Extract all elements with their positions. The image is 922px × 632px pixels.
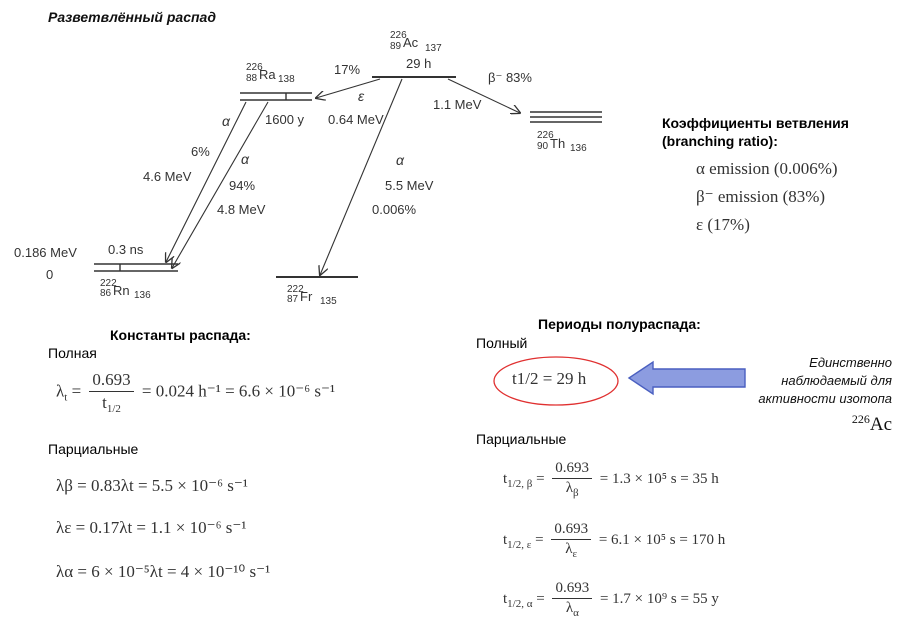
branching-item-alpha: α emission (0.006%): [696, 159, 838, 178]
ac-mass: 226: [390, 30, 407, 41]
alpha-ac-symbol: α: [396, 152, 404, 168]
decay-partial-beta: λβ = 0.83λt = 5.5 × 10⁻⁶ s⁻¹: [56, 476, 248, 495]
fr-label: [287, 284, 337, 307]
decay-total-den: $t_{1/2}$: [102, 393, 121, 415]
ac-symbol: Ac: [403, 35, 419, 50]
half-life-partial-alpha: $t_{1/2, \alpha}$ = $\frac{0.693}{\lambda_\alpha}$ = 1.7 × 10⁹ s = 55 y: [503, 580, 719, 619]
ec-percent: 17%: [334, 62, 361, 77]
alpha-ra-b-symbol: α: [241, 151, 249, 167]
ac-halflife: 29 h: [406, 56, 432, 71]
half-life-total-label: Полный: [476, 335, 528, 351]
alpha-ra-a-energy: 4.6 MeV: [143, 169, 192, 184]
ra-label: [246, 62, 305, 127]
decay-total-label: Полная: [48, 345, 97, 361]
fr-z: 87: [287, 294, 299, 305]
decay-total-lhs: λ: [56, 381, 65, 401]
decay-total-lhs-sub: t: [64, 391, 68, 404]
decay-partial-alpha: λα = 6 × 10⁻⁵λt = 4 × 10⁻¹⁰ s⁻¹: [56, 562, 271, 581]
alpha-ac-fr-arrow: [320, 79, 402, 275]
branching-heading-line2: (branching ratio):: [662, 133, 778, 149]
branching-item-beta: β⁻ emission (83%): [696, 187, 826, 206]
note-line-3: активности изотопа: [758, 391, 892, 406]
fr-mass: 222: [287, 284, 304, 295]
half-life-partial-beta: $t_{1/2, \beta}$ = $\frac{0.693}{\lambda_\beta}$ = 1.3 × 10⁵ s = 35 h: [503, 460, 719, 499]
ac-label: [390, 30, 442, 71]
note-line-1: Единственно: [809, 355, 892, 370]
ra-halflife: 1600 y: [265, 112, 305, 127]
rn-mass: 222: [100, 278, 117, 289]
decay-total-num: 0.693: [89, 370, 133, 392]
ec-energy: 0.64 MeV: [328, 112, 384, 127]
decay-partial-label: Парциальные: [48, 441, 139, 457]
th-n: 136: [570, 143, 587, 154]
th-mass: 226: [537, 130, 554, 141]
ac-z: 89: [390, 41, 402, 52]
alpha-ac-energy: 5.5 MeV: [385, 178, 434, 193]
decay-partial-ec: λε = 0.17λt = 1.1 × 10⁻⁶ s⁻¹: [56, 518, 247, 537]
pointer-arrow-icon: [629, 362, 745, 394]
ec-arrow: [316, 79, 380, 98]
ra-n: 138: [278, 74, 295, 85]
th-symbol: Th: [550, 136, 566, 151]
page-title: Разветвлённый распад: [48, 9, 216, 25]
half-life-partial-label: Парциальные: [476, 431, 567, 447]
ra-levels: [240, 93, 312, 100]
branching-heading-line1: Коэффициенты ветвления: [662, 115, 849, 131]
observable-note: [758, 354, 892, 434]
alpha-ra-b-energy: 4.8 MeV: [217, 202, 266, 217]
note-line-2: наблюдаемый для: [781, 373, 892, 388]
decay-constants-heading: Константы распада:: [110, 327, 251, 343]
alpha-ac-percent: 0.006%: [372, 202, 417, 217]
fr-symbol: Fr: [300, 289, 313, 304]
rn-z: 86: [100, 288, 112, 299]
ec-symbol: ε: [358, 88, 365, 104]
fr-n: 135: [320, 296, 337, 307]
alpha-ra-a-percent: 6%: [191, 144, 210, 159]
rn-ground-energy: 0: [46, 267, 54, 282]
rn-levels: [94, 264, 178, 271]
note-isotope: $^{226}$Ac: [851, 412, 892, 435]
beta-label: β⁻ 83%: [488, 70, 532, 85]
ra-z: 88: [246, 73, 258, 84]
half-lives-heading: Периоды полураспада:: [538, 316, 701, 332]
half-life-total-formula: t1/2 = 29 h: [512, 369, 587, 388]
half-life-partial-ec: $t_{1/2, \varepsilon}$ = $\frac{0.693}{\lambda_\varepsilon}$ = 6.1 × 10⁵ s = 170 h: [503, 521, 726, 560]
alpha-ra-b-percent: 94%: [229, 178, 256, 193]
decay-total-rhs: = 0.024 h⁻¹ = 6.6 × 10⁻⁶ s⁻¹: [141, 381, 336, 401]
branching-item-ec: ε (17%): [696, 215, 750, 234]
decay-total-fraction: [89, 370, 133, 415]
rn-level-energy: 0.186 MeV: [14, 245, 77, 260]
rn-n: 136: [134, 290, 151, 301]
th-z: 90: [537, 141, 549, 152]
ac-n: 137: [425, 43, 442, 54]
rn-level-halflife: 0.3 ns: [108, 242, 144, 257]
rn-symbol: Rn: [113, 283, 130, 298]
decay-total-formula: $\lambda_t$ = $\frac{0.693}{t_{1/2}}$ = 0.024 h⁻¹ = 6.6 × 10⁻⁶ s⁻¹: [56, 370, 336, 415]
alpha-ra-a-symbol: α: [222, 113, 230, 129]
ra-symbol: Ra: [259, 67, 276, 82]
th-label: [537, 130, 587, 154]
beta-energy: 1.1 MeV: [433, 97, 482, 112]
ra-mass: 226: [246, 62, 263, 73]
th-levels: [530, 112, 602, 122]
